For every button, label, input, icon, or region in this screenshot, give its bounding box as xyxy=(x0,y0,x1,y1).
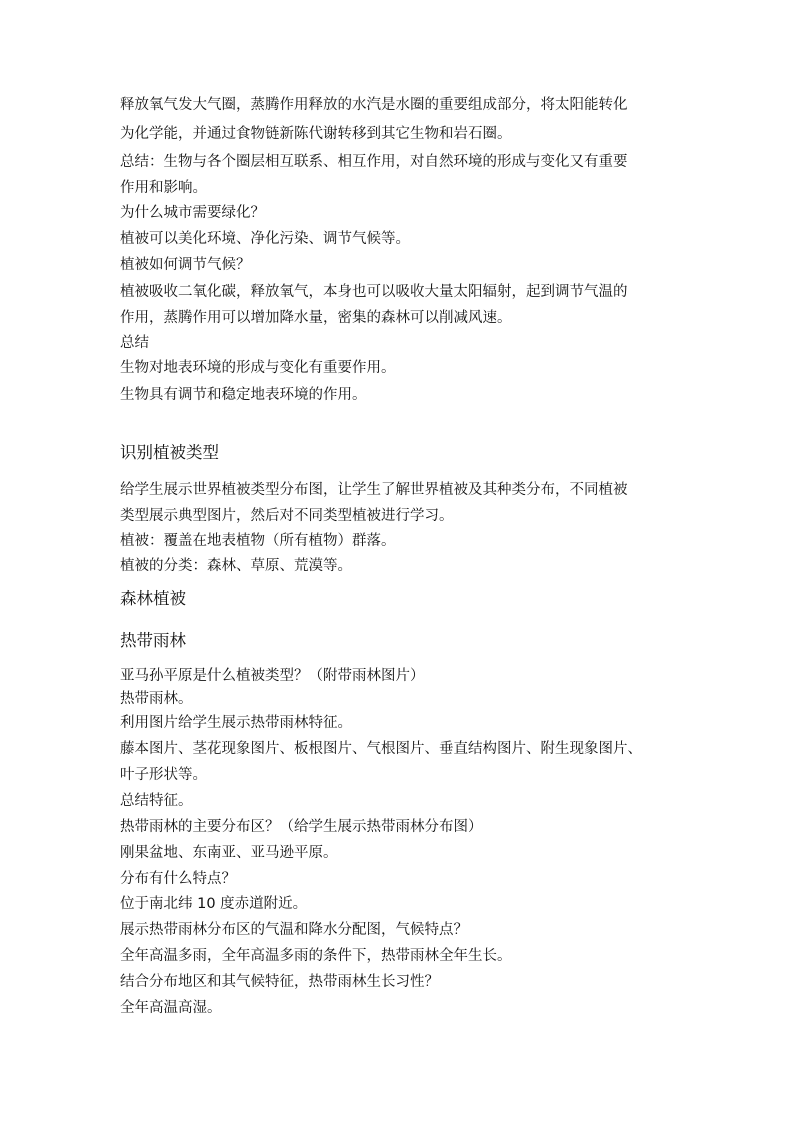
section-heading: 森林植被 xyxy=(120,589,186,608)
text-line: 结合分布地区和其气候特征，热带雨林生长习性？ xyxy=(120,974,439,990)
text-line: 总结 xyxy=(120,335,149,351)
text-line: 生物具有调节和稳定地表环境的作用。 xyxy=(120,387,367,403)
text-line: 释放氧气发大气圈，蒸腾作用释放的水汽是水圈的重要组成部分，将太阳能转化 xyxy=(120,97,628,113)
text-line: 植被：覆盖在地表植物（所有植物）群落。 xyxy=(120,533,396,549)
text-line: 为化学能，并通过食物链新陈代谢转移到其它生物和岩石圈。 xyxy=(120,126,512,142)
subsection-heading: 热带雨林 xyxy=(120,631,186,650)
text-line: 分布有什么特点？ xyxy=(120,871,236,887)
text-line: 热带雨林的主要分布区？（给学生展示热带雨林分布图） xyxy=(120,819,483,835)
text-line: 全年高温高湿。 xyxy=(120,1000,222,1016)
text-line: 植被吸收二氧化碳，释放氧气，本身也可以吸收大量太阳辐射，起到调节气温的 xyxy=(120,284,628,300)
text-line: 生物对地表环境的形成与变化有重要作用。 xyxy=(120,360,396,376)
text-line: 作用和影响。 xyxy=(120,180,207,196)
text-line: 位于南北纬 10 度赤道附近。 xyxy=(120,896,308,912)
text-line: 植被的分类：森林、草原、荒漠等。 xyxy=(120,558,352,574)
text-line: 亚马孙平原是什么植被类型？（附带雨林图片） xyxy=(120,668,425,684)
text-line: 总结特征。 xyxy=(120,793,193,809)
text-line: 刚果盆地、东南亚、亚马逊平原。 xyxy=(120,845,338,861)
text-line: 藤本图片、茎花现象图片、板根图片、气根图片、垂直结构图片、附生现象图片、 xyxy=(120,741,642,757)
text-line: 总结：生物与各个圈层相互联系、相互作用，对自然环境的形成与变化又有重要 xyxy=(120,154,628,170)
text-line: 为什么城市需要绿化？ xyxy=(120,205,265,221)
section-heading: 识别植被类型 xyxy=(120,443,219,462)
text-line: 利用图片给学生展示热带雨林特征。 xyxy=(120,715,352,731)
text-line: 植被如何调节气候？ xyxy=(120,257,251,273)
text-line: 类型展示典型图片，然后对不同类型植被进行学习。 xyxy=(120,508,454,524)
text-line: 热带雨林。 xyxy=(120,691,193,707)
text-line: 展示热带雨林分布区的气温和降水分配图，气候特点？ xyxy=(120,922,468,938)
text-line: 植被可以美化环境、净化污染、调节气候等。 xyxy=(120,231,410,247)
text-line: 全年高温多雨，全年高温多雨的条件下，热带雨林全年生长。 xyxy=(120,948,512,964)
text-line: 给学生展示世界植被类型分布图，让学生了解世界植被及其种类分布，不同植被 xyxy=(120,482,628,498)
text-line: 叶子形状等。 xyxy=(120,767,207,783)
text-line: 作用，蒸腾作用可以增加降水量，密集的森林可以削减风速。 xyxy=(120,310,512,326)
